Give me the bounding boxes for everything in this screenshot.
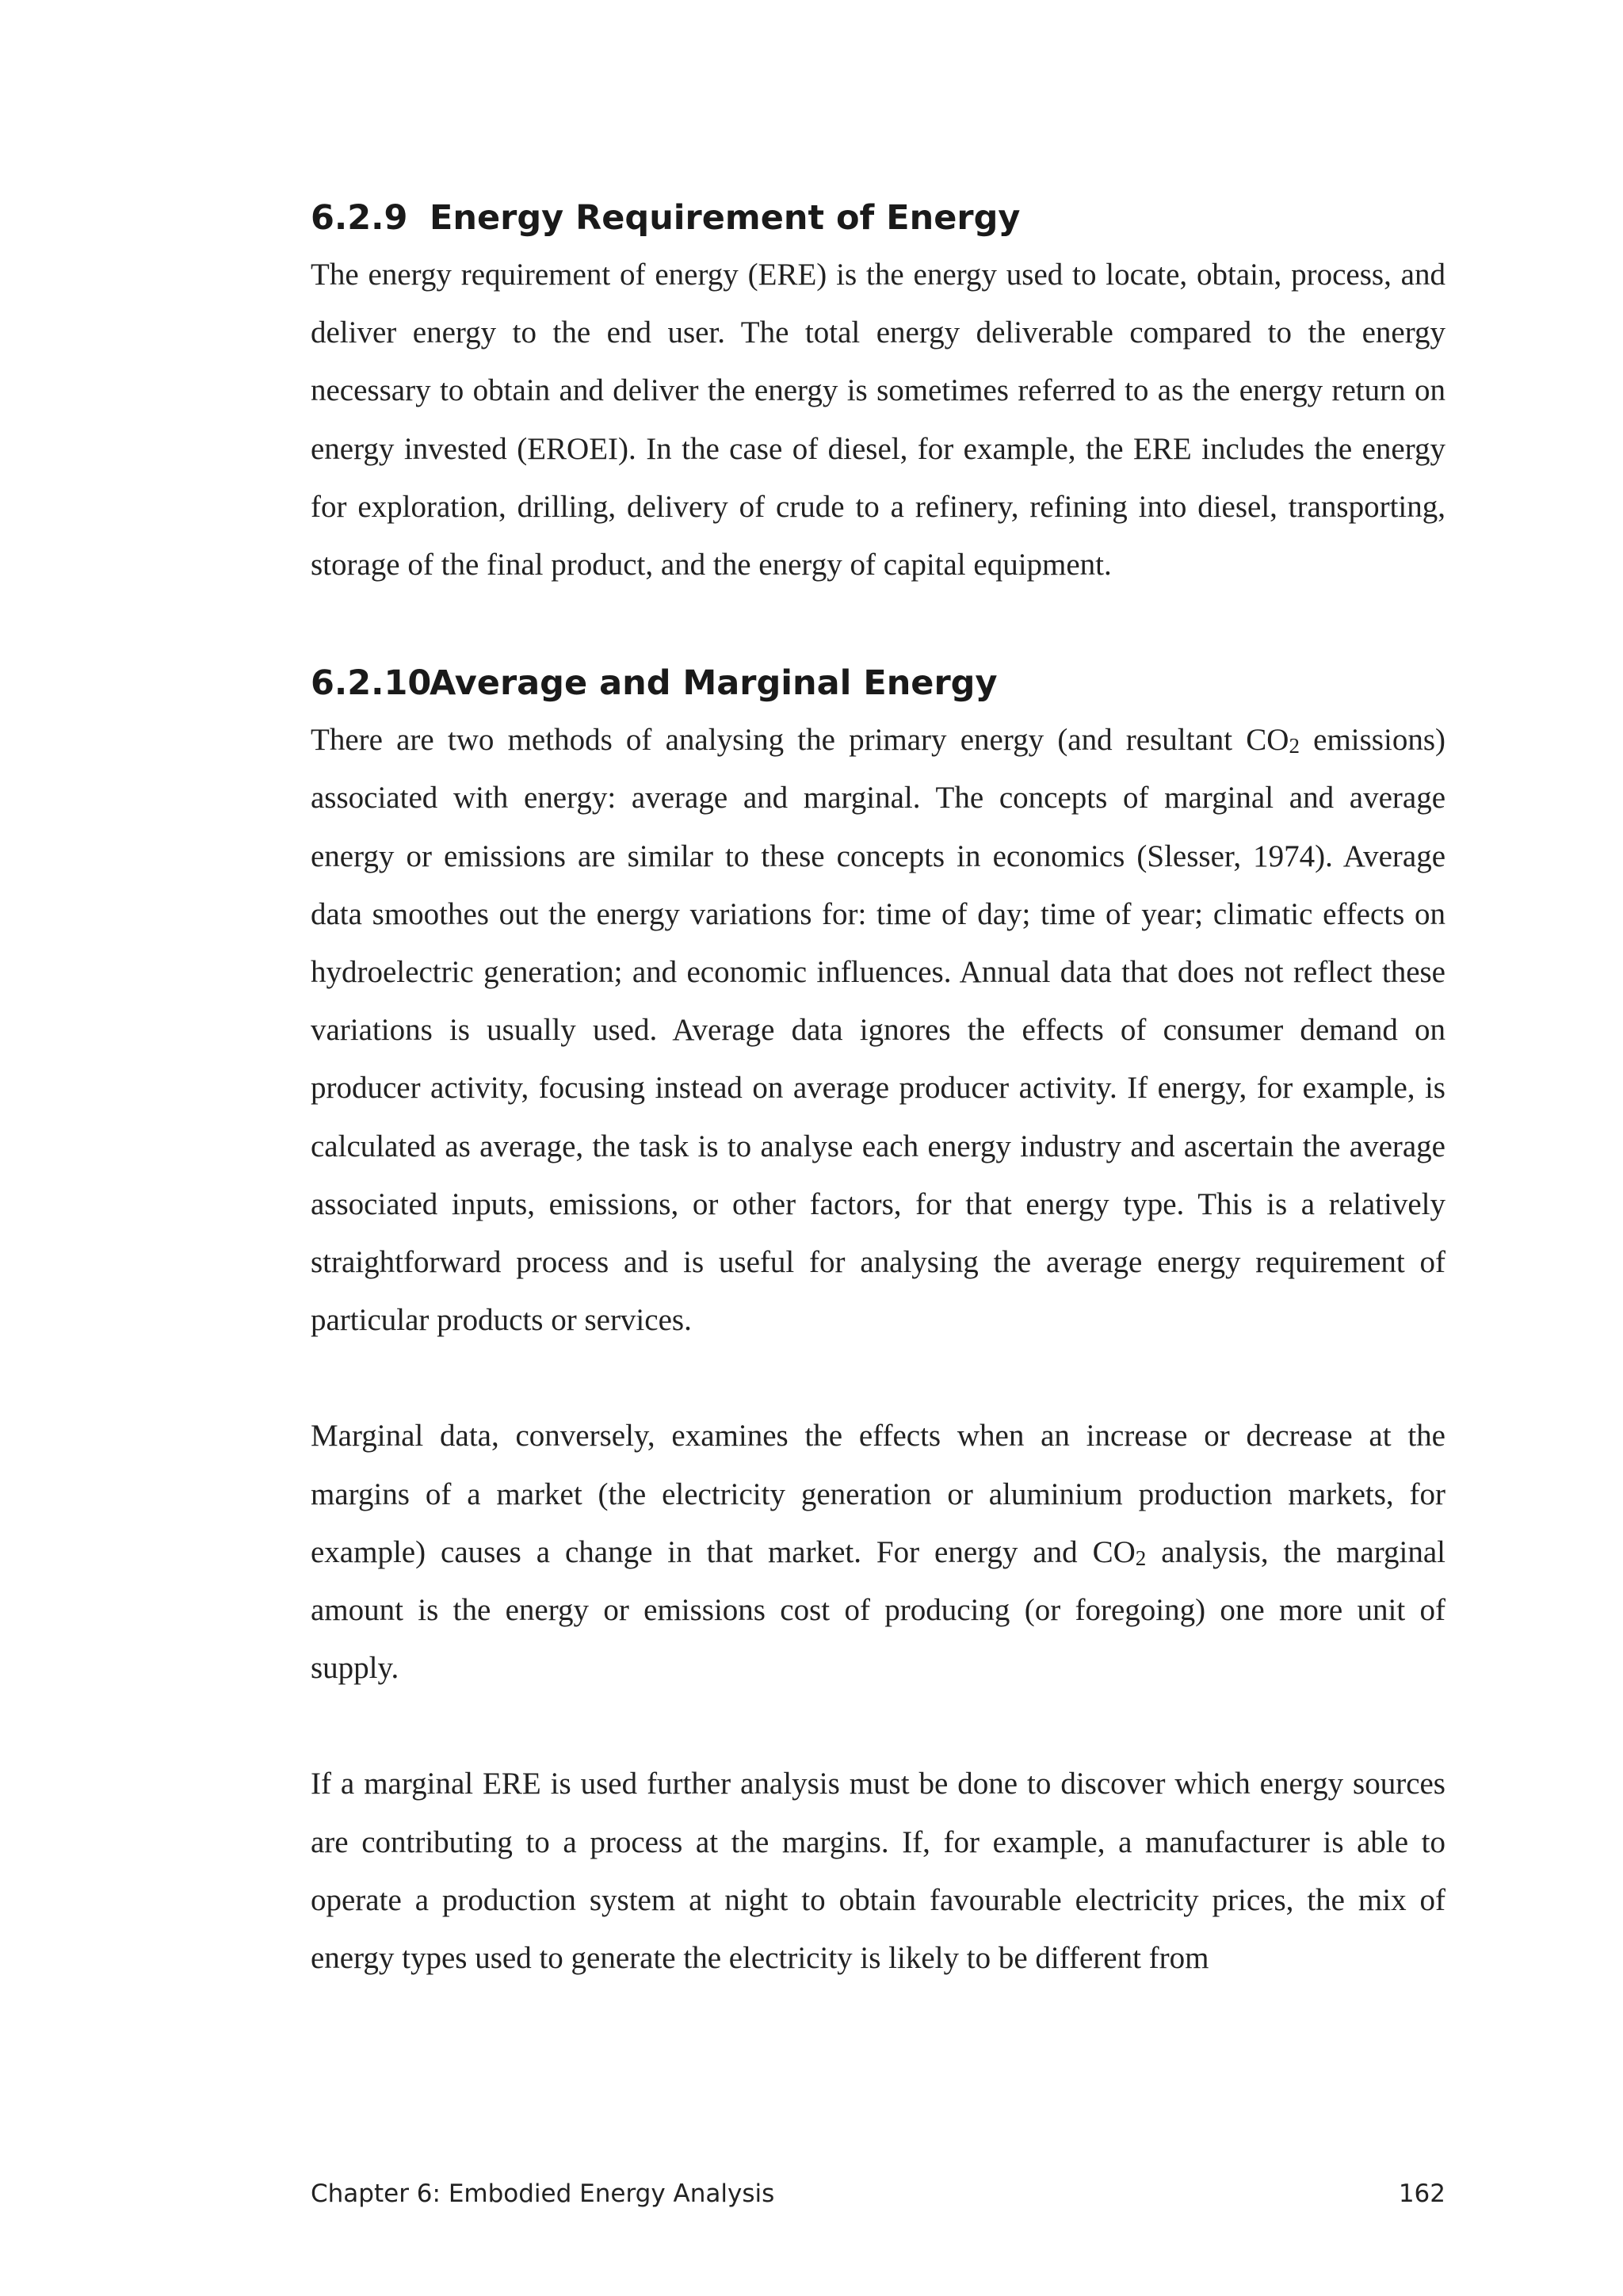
text-run: emissions) associated with energy: average and marginal. The concepts of marginal and average energy or emissions are similar to these concepts in economics (Slesser, 1974). Average data smoothes out the energy variations for: time of day; time of year; climatic effects on hydroelectric generation; and economic influences. Annual data that does not reflect these variations is usually used. Average data ignores the effects of consumer demand on producer activity, focusing instead on average producer activity. If energy, for example, is calculated as average, the task is to analyse each energy industry and ascertain the average associated inputs, emissions, or other factors, for that energy type. This is a relatively straightforward process and is useful for analysing the average energy requirement of particular products or services. bbox=[311, 723, 1445, 1338]
co2-subscript: 2 bbox=[1289, 734, 1300, 758]
text-run: There are two methods of analysing the primary energy (and resultant bbox=[311, 723, 1247, 758]
section-title: Average and Marginal Energy bbox=[430, 663, 998, 704]
text-run: Marginal data, conversely, examines the effects when an increase or decrease at the margins of a market (the electricity generation or aluminium production markets, for example) causes a change in that market. For energy and bbox=[311, 1419, 1445, 1569]
chemical-formula-co2 bbox=[1246, 723, 1300, 757]
section-number: 6.2.10 bbox=[311, 663, 432, 704]
section-number: 6.2.9 bbox=[311, 198, 408, 238]
paragraph-marginal-ere: If a marginal ERE is used further analysis must be done to discover which energy sources are contributing to a process at the margins. If, for example, a manufacturer is able to operate a production system at night to obtain favourable electricity prices, the mix of energy types used to generate the electricity is likely to be different from bbox=[311, 1767, 1445, 1976]
section-heading-6-2-9 bbox=[311, 190, 1445, 246]
paragraph-marginal-data bbox=[311, 1407, 1445, 1697]
footer-chapter-title: Chapter 6: Embodied Energy Analysis bbox=[311, 2179, 775, 2208]
section-title: Energy Requirement of Energy bbox=[430, 198, 1021, 238]
co2-base: CO bbox=[1092, 1534, 1136, 1569]
paragraph-gap bbox=[311, 1697, 1445, 1755]
co2-base: CO bbox=[1246, 723, 1289, 758]
paragraph-average-energy bbox=[311, 711, 1445, 1349]
section-heading-6-2-10 bbox=[311, 655, 1445, 711]
section-gap bbox=[311, 594, 1445, 655]
page-number: 162 bbox=[1398, 2179, 1445, 2208]
co2-subscript: 2 bbox=[1135, 1545, 1147, 1570]
paragraph-ere: The energy requirement of energy (ERE) is the energy used to locate, obtain, process, and deliver energy to the end user. The total energy deliverable compared to the energy necessary to obtain and deliver the energy is sometimes referred to as the energy return on energy invested (EROEI). In the case of diesel, for example, the ERE includes the energy for exploration, drilling, delivery of crude to a refinery, refining into diesel, transporting, storage of the final product, and the energy of capital equipment. bbox=[311, 258, 1445, 583]
chemical-formula-co2 bbox=[1093, 1535, 1147, 1569]
text-run: analysis, the marginal amount is the energy or emissions cost of producing (or foregoing) one more unit of supply. bbox=[311, 1534, 1446, 1686]
page-content bbox=[311, 190, 1445, 1987]
paragraph-gap bbox=[311, 1349, 1445, 1407]
page-footer bbox=[311, 2179, 1445, 2208]
